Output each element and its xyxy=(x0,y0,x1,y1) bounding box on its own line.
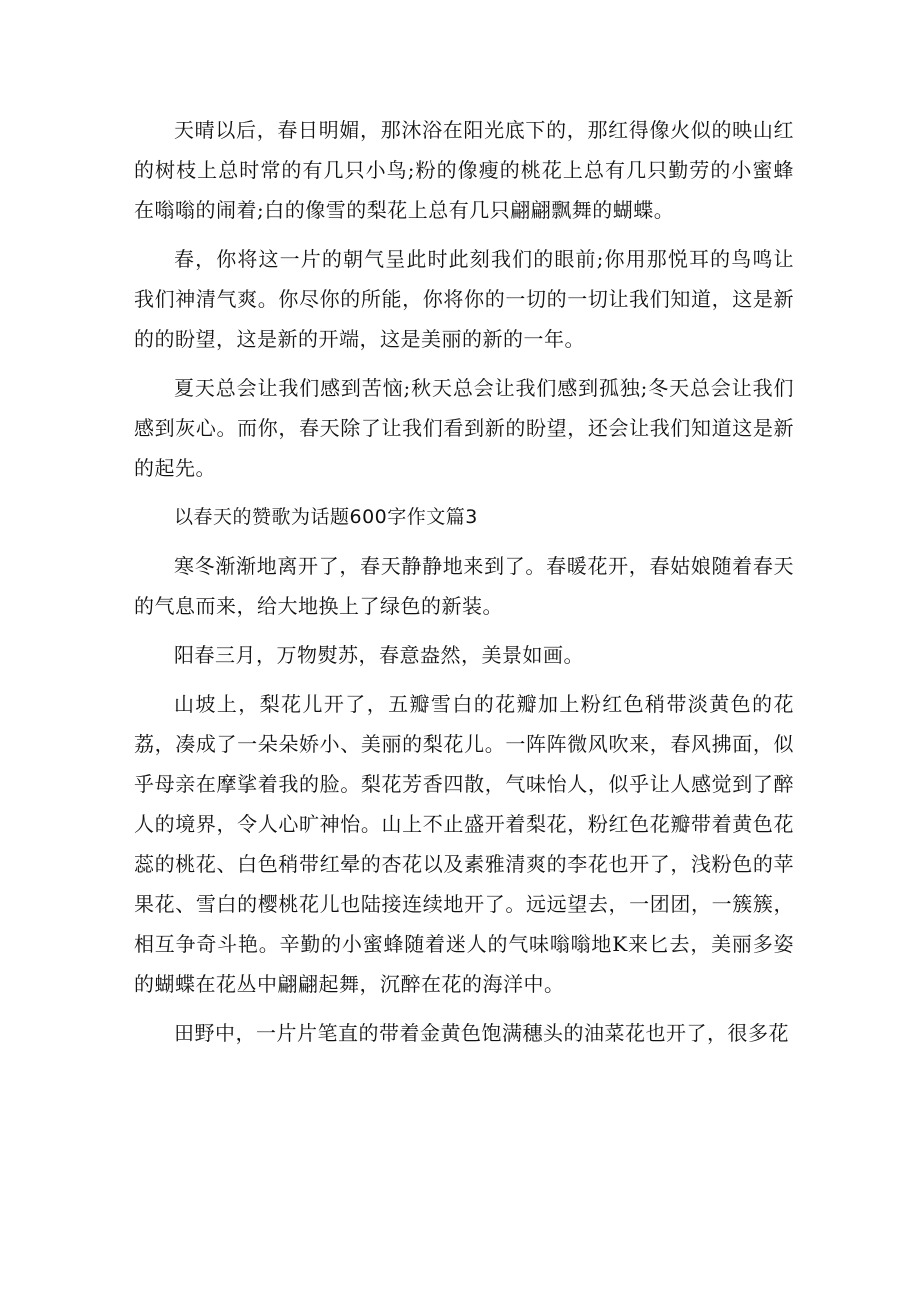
paragraph-march: 阳春三月，万物熨苏，春意盎然，美景如画。 xyxy=(174,643,584,667)
section-heading: 以春天的赞歌为话题600字作文篇3 xyxy=(174,506,478,528)
paragraph-winter-leaves: 寒冬渐渐地离开了，春天静静地来到了。春暖花开，春姑娘随着春天的气息而来，给大地换上了绿色的新装。 xyxy=(134,554,794,618)
paragraph-seasons: 夏天总会让我们感到苦恼;秋天总会让我们感到孤独;冬天总会让我们感到灰心。而你，春天除了让我们看到新的盼望，还会让我们知道这是新的起先。 xyxy=(134,376,794,480)
paragraph-sunny-spring: 天晴以后，春日明媚，那沐浴在阳光底下的，那红得像火似的映山红的树枝上总时常的有几只小鸟;粉的像瘦的桃花上总有几只勤劳的小蜜蜂在嗡嗡的闹着;白的像雪的梨花上总有几只翩翩飘舞的蝴蝶。 xyxy=(134,118,794,222)
paragraph-fields: 田野中，一片片笔直的带着金黄色饱满穗头的油菜花也开了，很多花 xyxy=(174,1021,789,1045)
paragraph-hillside-flowers: 山坡上，梨花儿开了，五瓣雪白的花瓣加上粉红色稍带淡黄色的花荔，凑成了一朵朵娇小、美丽的梨花儿。一阵阵微风吹来，春风拂面，似乎母亲在摩挲着我的脸。梨花芳香四散，气味怡人，似乎让人感觉到了醉人的境界，令人心旷神怡。山上不止盛开着梨花，粉红色花瓣带着黄色花蕊的桃花、白色稍带红晕的杏花以及素雅清爽的李花也开了，浅粉色的苹果花、雪白的樱桃花儿也陆接连续地开了。远远望去，一团团，一簇簇，相互争奇斗艳。辛勤的小蜜蜂随着迷人的气味嗡嗡地K来匕去，美丽多姿的蝴蝶在花丛中翩翩起舞，沉醉在花的海洋中。 xyxy=(134,692,794,996)
paragraph-spring-vitality: 春，你将这一片的朝气呈此时此刻我们的眼前;你用那悦耳的鸟鸣让我们神清气爽。你尽你的所能，你将你的一切的一切让我们知道，这是新的的盼望，这是新的开端，这是美丽的新的一年。 xyxy=(134,247,794,351)
document-body xyxy=(134,110,794,1062)
